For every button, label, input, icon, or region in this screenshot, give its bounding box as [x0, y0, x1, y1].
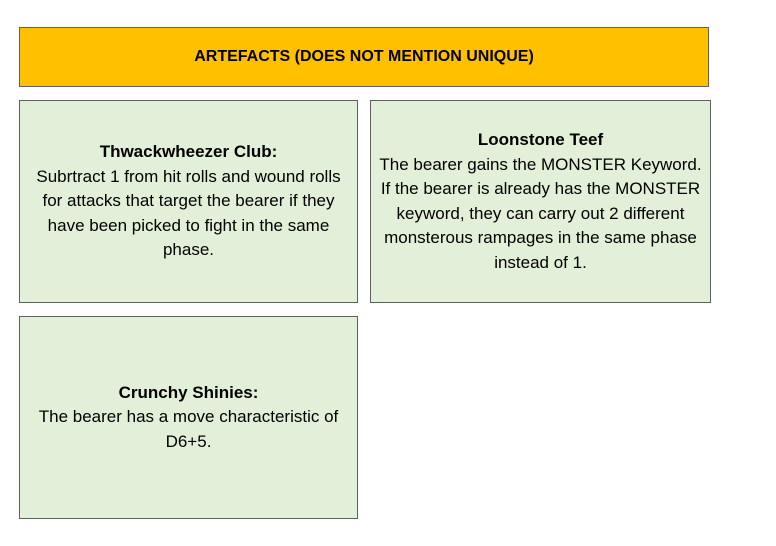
card-description: Subrtract 1 from hit rolls and wound rolls for attacks that target the bearer if they have been picked to fight in the same phase.: [36, 166, 341, 260]
card-title: Thwackwheezer Club:: [99, 142, 278, 162]
card-title: Loonstone Teef: [477, 130, 604, 149]
artefact-card-loonstone-teef: [370, 100, 711, 303]
header-title: ARTEFACTS (DOES NOT MENTION UNIQUE): [194, 48, 534, 65]
artefact-card-crunchy-shinies: [19, 316, 358, 519]
artefact-card-thwackwheezer-club: [19, 100, 358, 303]
card-description: The bearer has a move characteristic of D6+5.: [38, 407, 339, 451]
card-title: Crunchy Shinies:: [118, 382, 259, 402]
card-description: The bearer gains the MONSTER Keyword. If the bearer is already has the MONSTER keyword, they can carry out 2 different monsterous rampages in the same phase instead of 1.: [379, 154, 702, 272]
artefacts-header: [19, 27, 709, 87]
